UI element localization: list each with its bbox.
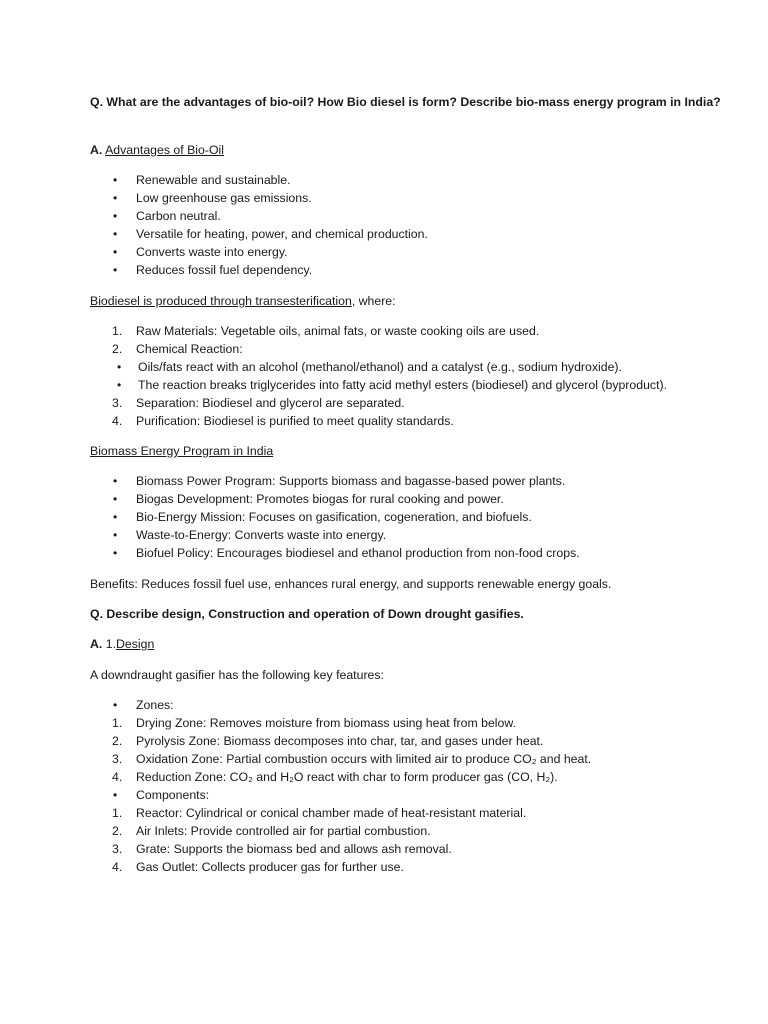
list-item xyxy=(90,822,728,840)
item-text: Grate: Supports the biomass bed and allows ash removal. xyxy=(136,842,452,856)
list-item: • Converts waste into energy. xyxy=(90,243,728,261)
step-number: 1. xyxy=(112,324,123,338)
list-item xyxy=(90,394,728,412)
list-item xyxy=(90,732,728,750)
item-number: 1. xyxy=(112,716,123,730)
design-features-list xyxy=(90,696,728,876)
question-text: What are the advantages of bio-oil? How Bio diesel is form? Describe bio-mass energy program in India? xyxy=(106,95,721,109)
step-text: Raw Materials: Vegetable oils, animal fats, or waste cooking oils are used. xyxy=(136,324,540,338)
program-list xyxy=(90,472,728,562)
benefits-text: Benefits: Reduces fossil fuel use, enhances rural energy, and supports renewable energy goals. xyxy=(90,577,612,591)
item-text: Reactor: Cylindrical or conical chamber made of heat-resistant material. xyxy=(136,806,527,820)
item-text: Pyrolysis Zone: Biomass decomposes into char, tar, and gases under heat. xyxy=(136,734,544,748)
list-item: • Biogas Development: Promotes biogas for rural cooking and power. xyxy=(90,490,728,508)
list-item: • Components: xyxy=(90,786,728,804)
list-item: • Bio-Energy Mission: Focuses on gasification, cogeneration, and biofuels. xyxy=(90,508,728,526)
item-number: 2. xyxy=(112,824,123,838)
item-text: Air Inlets: Provide controlled air for partial combustion. xyxy=(136,824,431,838)
item-text: Oxidation Zone: Partial combustion occurs with limited air to produce CO₂ and heat. xyxy=(136,752,592,766)
list-item: • Low greenhouse gas emissions. xyxy=(90,189,728,207)
design-intro: A downdraught gasifier has the following key features: xyxy=(90,668,384,682)
answer-1-heading xyxy=(90,141,728,159)
advantages-list xyxy=(90,171,728,279)
list-item: • Biomass Power Program: Supports biomass and bagasse-based power plants. xyxy=(90,472,728,490)
list-item: • Carbon neutral. xyxy=(90,207,728,225)
item-text: Gas Outlet: Collects producer gas for further use. xyxy=(136,860,404,874)
question-1 xyxy=(90,93,728,111)
answer-prefix: A. xyxy=(90,143,103,157)
answer-2-heading xyxy=(90,635,728,653)
list-item xyxy=(90,412,728,430)
answer-prefix: A. xyxy=(90,637,103,651)
item-text: Reduction Zone: CO₂ and H₂O react with char to form producer gas (CO, H₂). xyxy=(136,770,558,784)
step-number: 4. xyxy=(112,414,123,428)
list-item xyxy=(90,750,728,768)
biodiesel-heading-text: Biodiesel is produced through transesterification xyxy=(90,294,352,308)
list-item xyxy=(90,858,728,876)
question-2 xyxy=(90,605,728,623)
list-item xyxy=(90,322,728,340)
list-item: • Zones: xyxy=(90,696,728,714)
program-heading xyxy=(90,442,728,460)
program-heading-text: Biomass Energy Program in India xyxy=(90,444,274,458)
advantages-heading: Advantages of Bio-Oil xyxy=(105,143,224,157)
design-heading: Design xyxy=(116,637,155,651)
item-number: 3. xyxy=(112,752,123,766)
step-number: 3. xyxy=(112,396,123,410)
list-item: • Versatile for heating, power, and chemical production. xyxy=(90,225,728,243)
list-item xyxy=(90,840,728,858)
list-item: • Waste-to-Energy: Converts waste into energy. xyxy=(90,526,728,544)
list-item xyxy=(90,340,728,358)
biodiesel-steps xyxy=(90,322,728,430)
sub-list-item: • The reaction breaks triglycerides into fatty acid methyl esters (biodiesel) and glycerol (byproduct). xyxy=(90,376,728,394)
item-number: 2. xyxy=(112,734,123,748)
list-item xyxy=(90,768,728,786)
biodiesel-heading xyxy=(90,292,728,310)
sub-list-item: • Oils/fats react with an alcohol (methanol/ethanol) and a catalyst (e.g., sodium hydroxide). xyxy=(90,358,728,376)
item-number: 1. xyxy=(112,806,123,820)
question-text: Describe design, Construction and operation of Down drought gasifies. xyxy=(106,607,524,621)
item-number: 3. xyxy=(112,842,123,856)
list-item: • Reduces fossil fuel dependency. xyxy=(90,261,728,279)
list-item: • Renewable and sustainable. xyxy=(90,171,728,189)
step-text: Chemical Reaction: xyxy=(136,342,243,356)
step-number: 2. xyxy=(112,342,123,356)
list-item xyxy=(90,714,728,732)
biodiesel-heading-tail: , where: xyxy=(351,294,396,308)
item-number: 4. xyxy=(112,770,123,784)
question-prefix: Q. xyxy=(90,607,103,621)
answer-number: 1. xyxy=(105,637,116,651)
item-number: 4. xyxy=(112,860,123,874)
step-text: Separation: Biodiesel and glycerol are separated. xyxy=(136,396,405,410)
question-prefix: Q. xyxy=(90,95,103,109)
list-item xyxy=(90,804,728,822)
list-item: • Biofuel Policy: Encourages biodiesel and ethanol production from non-food crops. xyxy=(90,544,728,562)
step-text: Purification: Biodiesel is purified to meet quality standards. xyxy=(136,414,454,428)
item-text: Drying Zone: Removes moisture from biomass using heat from below. xyxy=(136,716,516,730)
